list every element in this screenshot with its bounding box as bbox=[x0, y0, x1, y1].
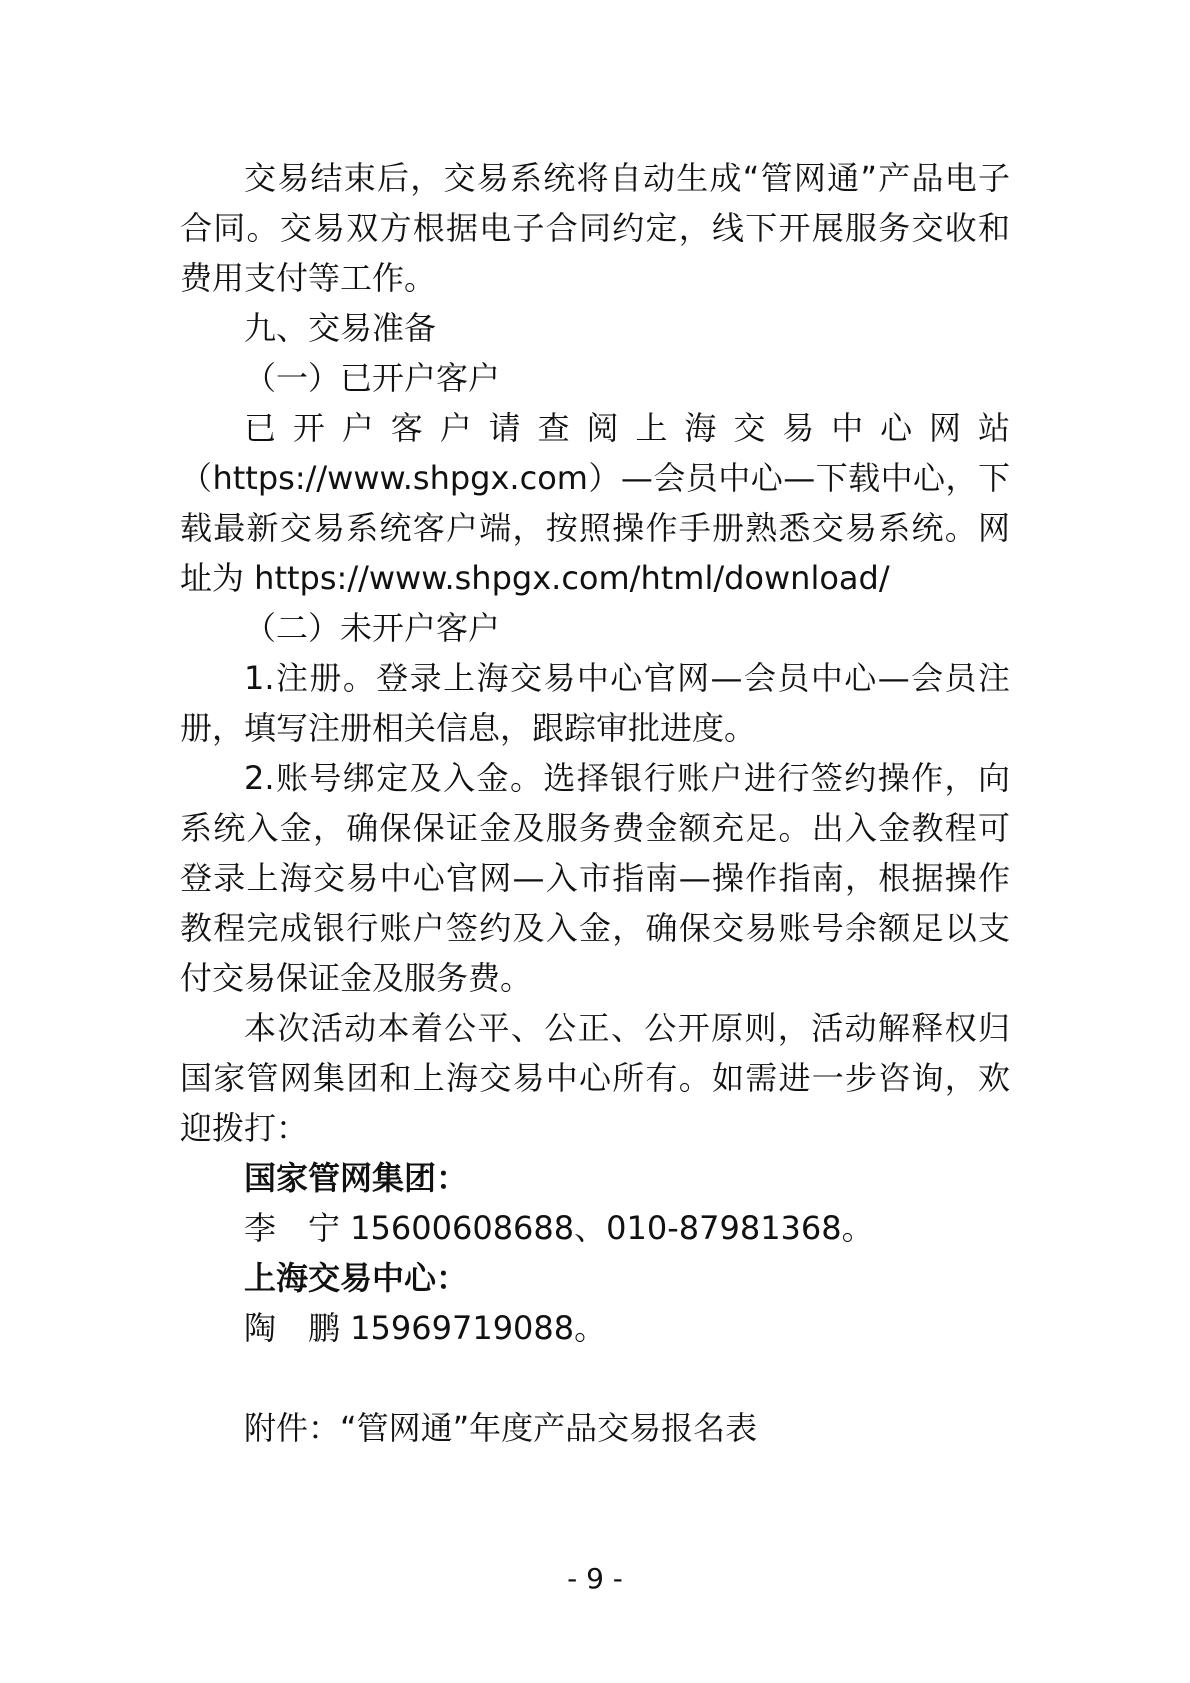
paragraph-account-binding: 2.账号绑定及入金。选择银行账户进行签约操作，向系统入金，确保保证金及服务费金额充足。出入金教程可登录上海交易中心官网—入市指南—操作指南，根据操作教程完成银行账户签约及入金，确保交易账号余额足以支付交易保证金及服务费。 bbox=[180, 759, 1010, 997]
attachment-line: 附件：“管网通”年度产品交易报名表 bbox=[244, 1409, 758, 1447]
contact-org-pipechina: 国家管网集团： bbox=[244, 1159, 469, 1197]
subheading-existing-clients: （一）已开户客户 bbox=[244, 359, 501, 397]
document-body bbox=[180, 153, 1010, 1453]
spacer bbox=[180, 1353, 1010, 1403]
contact-name: 陶 鹏 bbox=[244, 1309, 341, 1347]
paragraph-existing-clients: 已开户客户请查阅上海交易中心网站（https://www.shpgx.com）—会员中心—下载中心，下载最新交易系统客户端，按照操作手册熟悉交易系统。网址为 https://www.shpgx.com/html/download/ bbox=[180, 409, 1010, 597]
page-number: - 9 - bbox=[567, 1562, 623, 1595]
contact-name: 李 宁 bbox=[244, 1209, 341, 1247]
contact-org-shpgx: 上海交易中心： bbox=[244, 1259, 469, 1297]
subheading-new-clients: （二）未开户客户 bbox=[244, 609, 501, 647]
contact-line-shpgx bbox=[180, 1303, 1010, 1353]
section-heading-preparation: 九、交易准备 bbox=[244, 309, 437, 347]
contact-line-pipechina bbox=[180, 1203, 1010, 1253]
paragraph-activity-rules: 本次活动本着公平、公正、公开原则，活动解释权归国家管网集团和上海交易中心所有。如需进一步咨询，欢迎拨打： bbox=[180, 1009, 1010, 1147]
paragraph-registration: 1.注册。登录上海交易中心官网—会员中心—会员注册，填写注册相关信息，跟踪审批进度。 bbox=[180, 659, 1010, 747]
paragraph-contract: 交易结束后，交易系统将自动生成“管网通”产品电子合同。交易双方根据电子合同约定，线下开展服务交收和费用支付等工作。 bbox=[180, 159, 1010, 297]
contact-phone: 15600608688、010-87981368。 bbox=[350, 1209, 874, 1247]
contact-phone: 15969719088。 bbox=[350, 1309, 607, 1347]
